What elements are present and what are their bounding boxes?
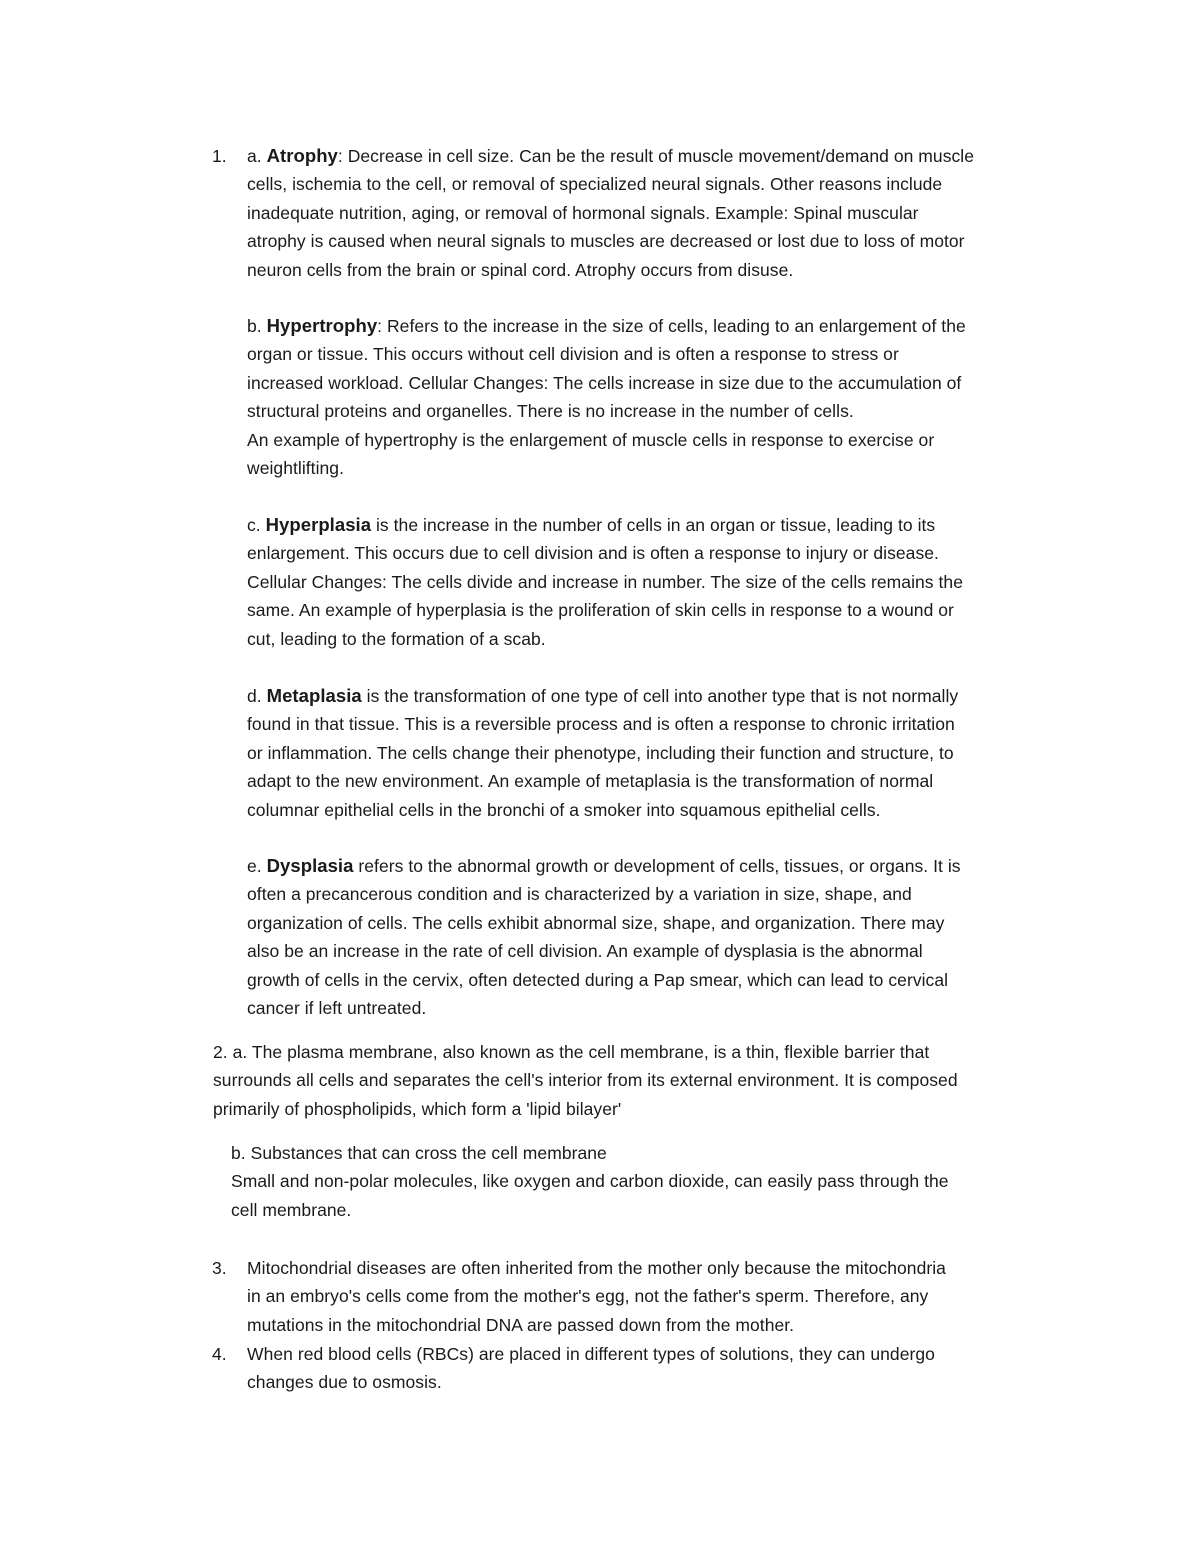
q1-a-term: Atrophy: [266, 145, 338, 166]
q1-b-term: Hypertrophy: [266, 315, 378, 336]
q1-number: 1.: [212, 146, 227, 166]
text-line: increased workload. Cellular Changes: The cells increase in size due to the accumulation of: [247, 372, 962, 393]
text-line: primarily of phospholipids, which form a 'lipid bilayer': [213, 1098, 622, 1119]
text-line: in an embryo's cells come from the mother's egg, not the father's sperm. Therefore, any: [247, 1286, 929, 1307]
text-line: When red blood cells (RBCs) are placed in different types of solutions, they can undergo: [247, 1344, 935, 1364]
q1-b-hypertrophy: [247, 312, 966, 482]
text-line: cut, leading to the formation of a scab.: [247, 628, 546, 649]
q1-c-hyperplasia: [247, 511, 963, 653]
q1-d-term: Metaplasia: [266, 685, 362, 706]
q1-c-first-line: [247, 511, 963, 539]
text-line: Small and non-polar molecules, like oxygen and carbon dioxide, can easily pass through the: [231, 1171, 949, 1192]
q4-number: 4.: [212, 1344, 227, 1364]
text-line: An example of hypertrophy is the enlargement of muscle cells in response to exercise or: [247, 429, 935, 450]
text-line: is the increase in the number of cells in an organ or tissue, leading to its: [371, 515, 936, 535]
q1-c-term: Hyperplasia: [265, 514, 372, 535]
text-line: surrounds all cells and separates the cell's interior from its external environment. It is composed: [213, 1070, 958, 1091]
text-line: cell membrane.: [231, 1199, 352, 1220]
text-line: structural proteins and organelles. There is no increase in the number of cells.: [247, 401, 854, 422]
q4-red-blood-cells: [247, 1340, 935, 1397]
q1-a-first-line: [247, 142, 974, 170]
text-line: b. Substances that can cross the cell membrane: [231, 1143, 607, 1163]
text-line: weightlifting.: [247, 458, 345, 479]
q1-e-dysplasia: [247, 852, 961, 1022]
text-line: growth of cells in the cervix, often detected during a Pap smear, which can lead to cervical: [247, 969, 949, 990]
q1-a-letter: a.: [247, 146, 262, 166]
text-line: mutations in the mitochondrial DNA are passed down from the mother.: [247, 1314, 795, 1335]
q1-a-atrophy: [247, 142, 974, 284]
text-line: changes due to osmosis.: [247, 1372, 442, 1393]
text-line: : Decrease in cell size. Can be the result of muscle movement/demand on muscle: [337, 146, 975, 166]
text-line: columnar epithelial cells in the bronchi of a smoker into squamous epithelial cells.: [247, 799, 881, 820]
text-line: : Refers to the increase in the size of cells, leading to an enlargement of the: [377, 316, 966, 336]
q1-d-first-line: [247, 682, 958, 710]
text-line: cells, ischemia to the cell, or removal of specialized neural signals. Other reasons include: [247, 174, 943, 195]
text-line: Mitochondrial diseases are often inherited from the mother only because the mitochondria: [247, 1258, 946, 1278]
q1-e-letter: e.: [247, 856, 262, 876]
text-line: Cellular Changes: The cells divide and increase in number. The size of the cells remains the: [247, 571, 963, 592]
q3-number: 3.: [212, 1258, 227, 1278]
text-line: inadequate nutrition, aging, or removal of hormonal signals. Example: Spinal muscular: [247, 202, 919, 223]
text-line: atrophy is caused when neural signals to muscles are decreased or lost due to loss of motor: [247, 231, 965, 252]
q1-c-letter: c.: [247, 515, 261, 535]
q1-d-metaplasia: [247, 682, 958, 824]
q1-e-term: Dysplasia: [266, 855, 354, 876]
text-line: or inflammation. The cells change their phenotype, including their function and structure, to: [247, 742, 954, 763]
q3-mitochondrial: [247, 1254, 946, 1339]
text-line: cancer if left untreated.: [247, 998, 427, 1019]
text-line: enlargement. This occurs due to cell division and is often a response to injury or disease.: [247, 543, 939, 564]
text-line: often a precancerous condition and is characterized by a variation in size, shape, and: [247, 884, 912, 905]
q1-b-letter: b.: [247, 316, 262, 336]
text-line: same. An example of hyperplasia is the proliferation of skin cells in response to a wound or: [247, 600, 954, 621]
text-line: 2. a. The plasma membrane, also known as the cell membrane, is a thin, flexible barrier that: [213, 1042, 930, 1062]
text-line: organization of cells. The cells exhibit abnormal size, shape, and organization. There may: [247, 912, 945, 933]
text-line: organ or tissue. This occurs without cell division and is often a response to stress or: [247, 344, 899, 365]
text-line: is the transformation of one type of cell into another type that is not normally: [361, 686, 959, 706]
text-line: found in that tissue. This is a reversible process and is often a response to chronic irritation: [247, 714, 955, 735]
text-line: refers to the abnormal growth or development of cells, tissues, or organs. It is: [353, 856, 961, 876]
text-line: also be an increase in the rate of cell division. An example of dysplasia is the abnormal: [247, 941, 923, 962]
q1-b-first-line: [247, 312, 966, 340]
q2-b-substances: [231, 1139, 949, 1224]
text-line: adapt to the new environment. An example of metaplasia is the transformation of normal: [247, 771, 934, 792]
text-line: neuron cells from the brain or spinal cord. Atrophy occurs from disuse.: [247, 259, 794, 280]
q2-a-plasma-membrane: [213, 1038, 958, 1123]
q1-d-letter: d.: [247, 686, 262, 706]
q1-e-first-line: [247, 852, 961, 880]
